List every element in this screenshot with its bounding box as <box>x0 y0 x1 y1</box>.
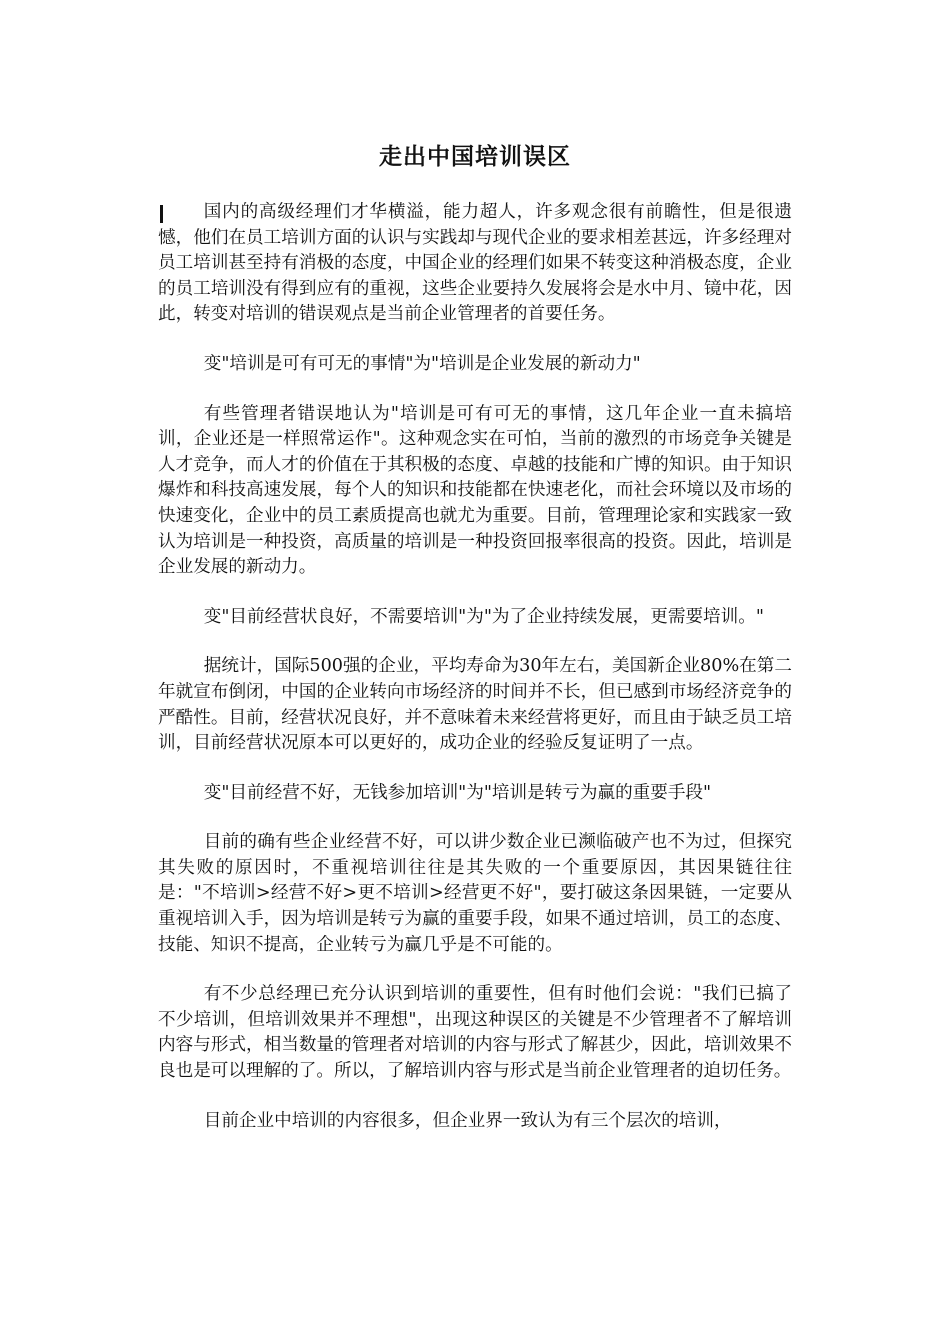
paragraph-training-effect: 有不少总经理已充分认识到培训的重要性，但有时他们会说："我们已搞了不少培训，但培训效果并不理想"，出现这种误区的关键是不少管理者不了解培训内容与形式，相当数量的管理者对培训的内容与形式了解甚少，因此，培训效果不良也是可以理解的了。所以，了解培训内容与形式是当前企业管理者的迫切任务。 <box>158 984 792 1082</box>
section-heading-2: 变"目前经营状良好，不需要培训"为"为了企业持续发展，更需要培训。" <box>203 606 764 627</box>
paragraph-training-levels: 目前企业中培训的内容很多，但企业界一致认为有三个层次的培训， <box>203 1110 732 1131</box>
section-heading-3: 变"目前经营不好，无钱参加培训"为"培训是转亏为赢的重要手段" <box>203 782 712 803</box>
section-heading-1: 变"培训是可有可无的事情"为"培训是企业发展的新动力" <box>203 353 641 374</box>
paragraph-section-3: 目前的确有些企业经营不好，可以讲少数企业已濒临破产也不为过，但探究其失败的原因时，不重视培训往往是其失败的一个重要原因，其因果链往往是："不培训>经营不好>更不培训>经营更不好"，要打破这条因果链，一定要从重视培训入手，因为培训是转亏为赢的重要手段，如果不通过培训，员工的态度、技能、知识不提高，企业转亏为赢几乎是不可能的。 <box>158 832 792 955</box>
document-body <box>158 200 792 1134</box>
paragraph-section-1: 有些管理者错误地认为"培训是可有可无的事情，这几年企业一直未搞培训，企业还是一样照常运作"。这种观念实在可怕，当前的激烈的市场竞争关键是人才竞争，而人才的价值在于其积极的态度、卓越的技能和广博的知识。由于知识爆炸和科技高速发展，每个人的知识和技能都在快速老化，而社会环境以及市场的快速变化，企业中的员工素质提高也就尤为重要。目前，管理理论家和实践家一致认为培训是一种投资，高质量的培训是一种投资回报率很高的投资。因此，培训是企业发展的新动力。 <box>158 403 792 578</box>
paragraph-section-2: 据统计，国际500强的企业，平均寿命为30年左右，美国新企业80%在第二年就宣布倒闭，中国的企业转向市场经济的时间并不长，但已感到市场经济竞争的严酷性。目前，经营状况良好，并不意味着未来经营将更好，而且由于缺乏员工培训，目前经营状况原本可以更好的，成功企业的经验反复证明了一点。 <box>158 656 792 754</box>
document-title: 走出中国培训误区 <box>379 144 571 170</box>
paragraph-intro: 国内的高级经理们才华横溢，能力超人，许多观念很有前瞻性，但是很遗憾，他们在员工培训方面的认识与实践却与现代企业的要求相差甚远，许多经理对员工培训甚至持有消极的态度，中国企业的经理们如果不转变这种消极态度，企业的员工培训没有得到应有的重视，这些企业要持久发展将会是水中月、镜中花，因此，转变对培训的错误观点是当前企业管理者的首要任务。 <box>158 202 792 325</box>
